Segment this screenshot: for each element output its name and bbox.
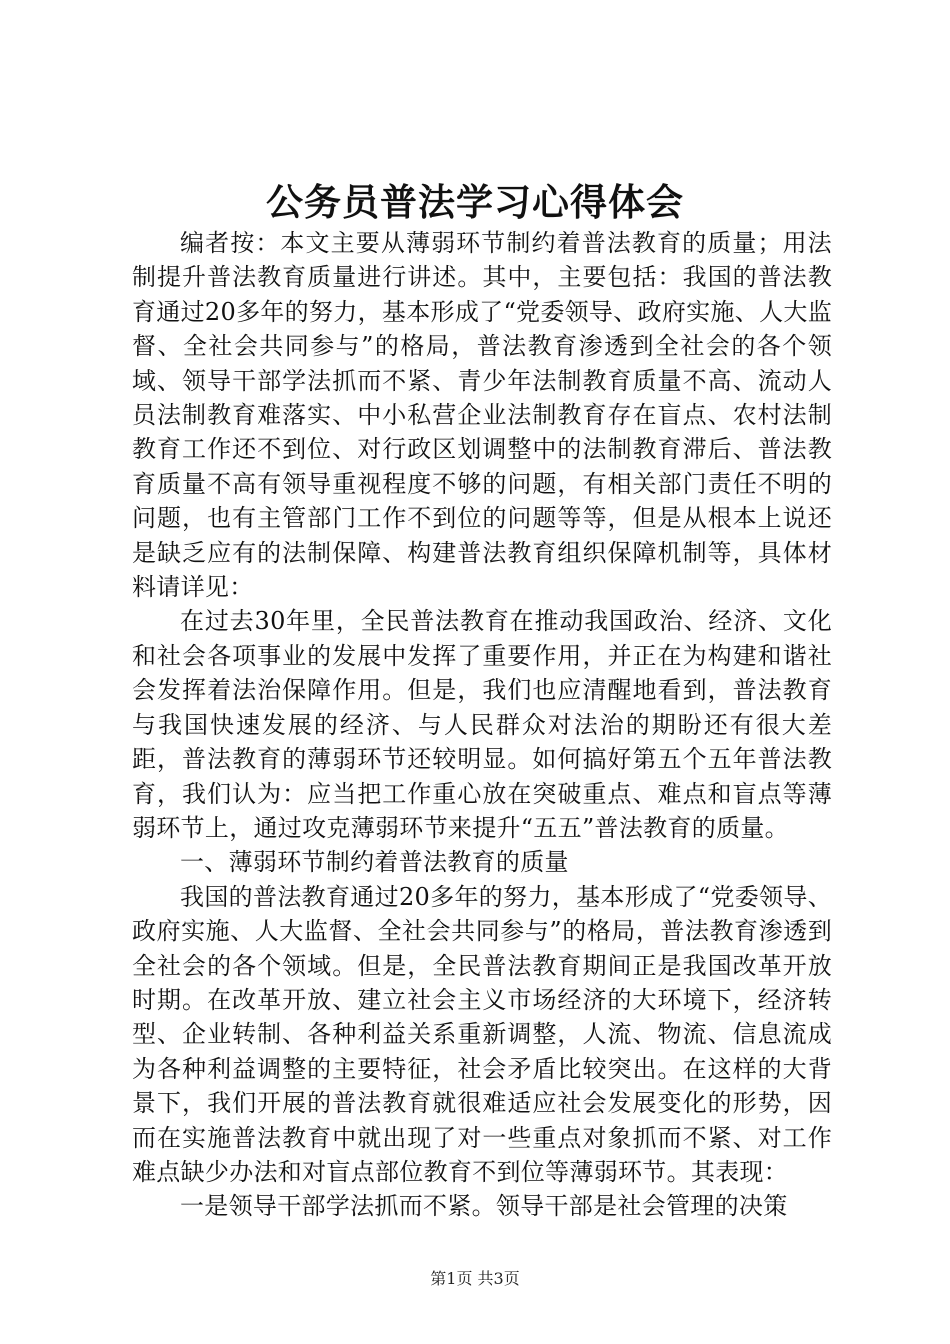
document-body <box>132 226 832 1224</box>
paragraph-section-body: 我国的普法教育通过20多年的努力，基本形成了“党委领导、政府实施、人大监督、全社会共同参与”的格局，普法教育渗透到全社会的各个领域。但是，全民普法教育期间正是我国改革开放时期。在改革开放、建立社会主义市场经济的大环境下，经济转型、企业转制、各种利益关系重新调整，人流、物流、信息流成为各种利益调整的主要特征，社会矛盾比较突出。在这样的大背景下，我们开展的普法教育就很难适应社会发展变化的形势，因而在实施普法教育中就出现了对一些重点对象抓而不紧、对工作难点缺少办法和对盲点部位教育不到位等薄弱环节。其表现： <box>132 882 832 1186</box>
paragraph-intro: 在过去30年里，全民普法教育在推动我国政治、经济、文化和社会各项事业的发展中发挥了重要作用，并正在为构建和谐社会发挥着法治保障作用。但是，我们也应清醒地看到，普法教育与我国快速发展的经济、与人民群众对法治的期盼还有很大差距，普法教育的薄弱环节还较明显。如何搞好第五个五年普法教育，我们认为：应当把工作重心放在突破重点、难点和盲点等薄弱环节上，通过攻克薄弱环节来提升“五五”普法教育的质量。 <box>132 607 832 842</box>
document-title: 公务员普法学习心得体会 <box>266 180 684 224</box>
section-heading: 一、薄弱环节制约着普法教育的质量 <box>180 848 569 877</box>
page-footer: 第1页 共3页 <box>430 1269 520 1288</box>
paragraph-point-one: 一是领导干部学法抓而不紧。领导干部是社会管理的决策 <box>180 1192 788 1221</box>
paragraph-editor-note: 编者按：本文主要从薄弱环节制约着普法教育的质量；用法制提升普法教育质量进行讲述。其中，主要包括：我国的普法教育通过20多年的努力，基本形成了“党委领导、政府实施、人大监督、全社会共同参与”的格局，普法教育渗透到全社会的各个领域、领导干部学法抓而不紧、青少年法制教育质量不高、流动人员法制教育难落实、中小私营企业法制教育存在盲点、农村法制教育工作还不到位、对行政区划调整中的法制教育滞后、普法教育质量不高有领导重视程度不够的问题，有相关部门责任不明的问题，也有主管部门工作不到位的问题等等，但是从根本上说还是缺乏应有的法制保障、构建普法教育组织保障机制等，具体材料请详见： <box>132 229 832 602</box>
